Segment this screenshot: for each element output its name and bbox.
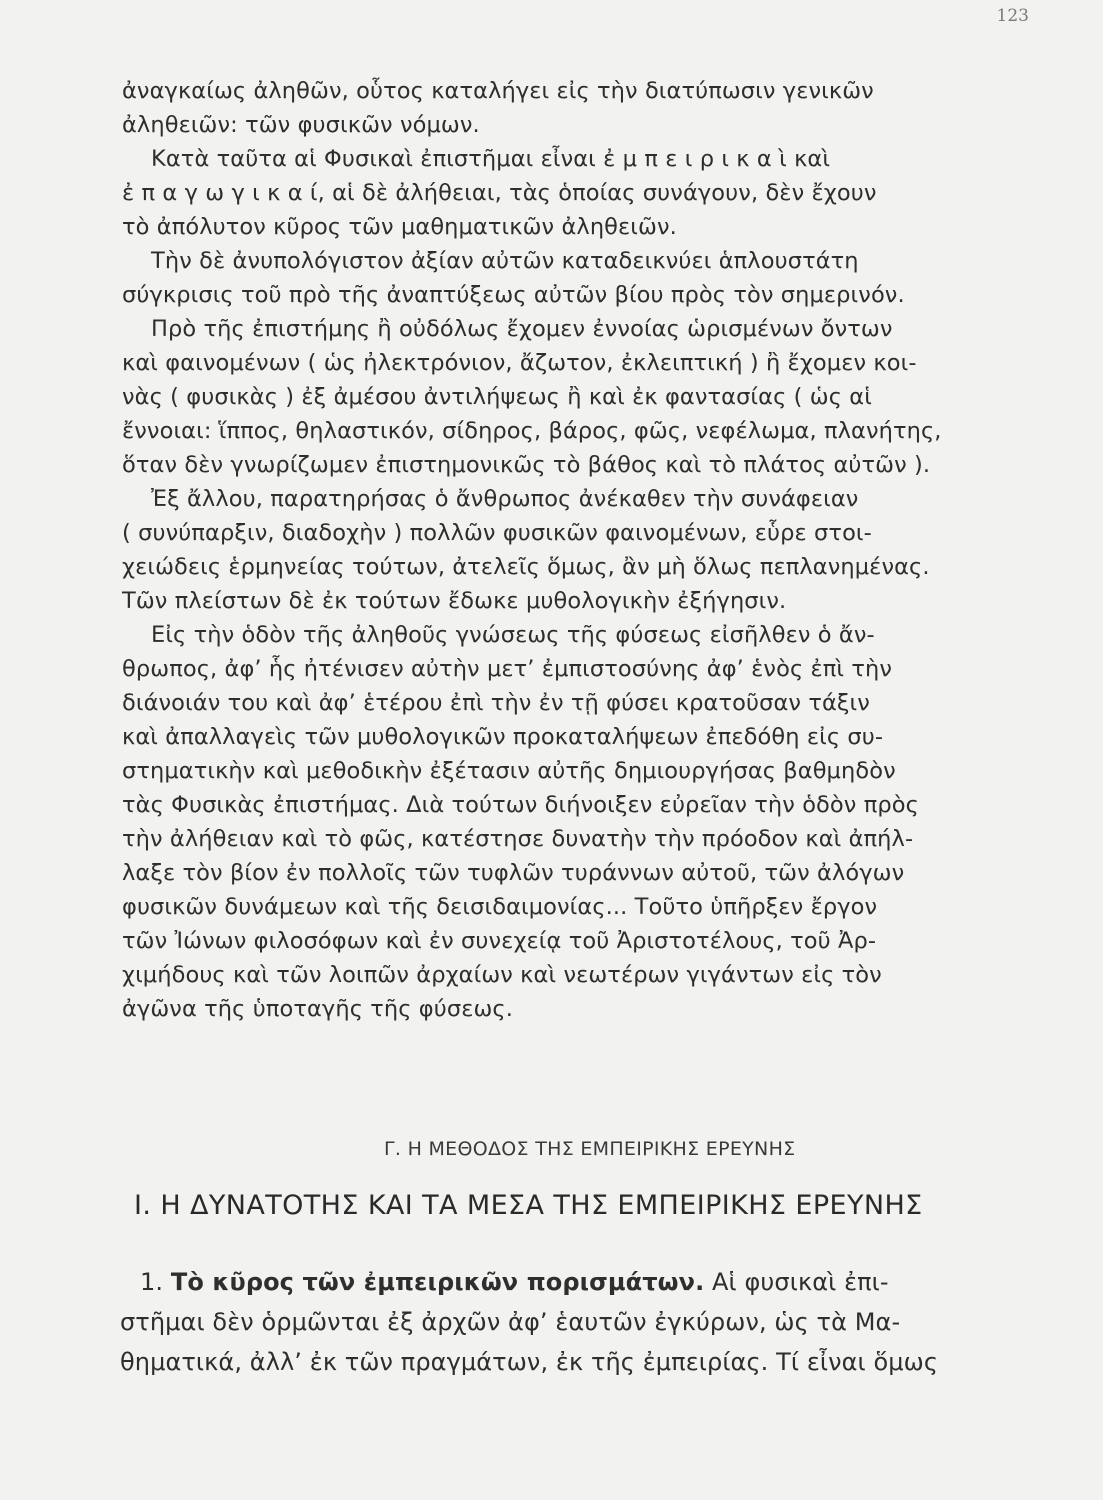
text-line: τὸ ἀπόλυτον κῦρος τῶν μαθηματικῶν ἀληθειῶν. bbox=[122, 214, 677, 240]
text-line: θρωπος, ἀφ’ ἧς ἠτένισεν αὐτὴν μετ’ ἐμπιστοσύνης ἀφ’ ἑνὸς ἐπὶ τὴν bbox=[122, 656, 893, 682]
text-line: διάνοιάν του καὶ ἀφ’ ἑτέρου ἐπὶ τὴν ἐν τῇ φύσει κρατοῦσαν τάξιν bbox=[122, 690, 870, 716]
text-line: θηματικά, ἀλλ’ ἐκ τῶν πραγμάτων, ἐκ τῆς ἐμπειρίας. Τί εἶναι ὅμως bbox=[120, 1348, 939, 1376]
subsection-line-rest: Αἱ φυσικαὶ ἐπι- bbox=[712, 1268, 889, 1296]
section-subtitle: Γ. Η ΜΕΘΟΔΟΣ ΤΗΣ ΕΜΠΕΙΡΙΚΗΣ ΕΡΕΥΝΗΣ bbox=[384, 1138, 796, 1160]
text-line: τὰς Φυσικὰς ἐπιστήμας. Διὰ τούτων διήνοιξεν εὐρεῖαν τὴν ὁδὸν πρὸς bbox=[122, 792, 919, 818]
text-line: νὰς ( φυσικὰς ) ἐξ ἀμέσου ἀντιλήψεως ἢ καὶ ἐκ φαντασίας ( ὡς αἱ bbox=[122, 384, 872, 410]
text-line: σύγκρισις τοῦ πρὸ τῆς ἀναπτύξεως αὐτῶν βίου πρὸς τὸν σημερινόν. bbox=[122, 282, 905, 308]
text-line: χειώδεις ἑρμηνείας τούτων, ἀτελεῖς ὅμως, ἂν μὴ ὅλως πεπλανημένας. bbox=[122, 554, 930, 580]
page-number: 123 bbox=[996, 6, 1029, 26]
text-line: στηματικὴν καὶ μεθοδικὴν ἐξέτασιν αὐτῆς δημιουργήσας βαθμηδὸν bbox=[122, 758, 896, 784]
subsection-text bbox=[120, 1262, 1030, 1382]
text-line: Κατὰ ταῦτα αἱ Φυσικαὶ ἐπιστῆμαι εἶναι ἐ μ π ε ι ρ ι κ α ὶ καὶ bbox=[122, 146, 831, 172]
text-line: καὶ φαινομένων ( ὡς ἠλεκτρόνιον, ἄζωτον, ἐκλειπτική ) ἢ ἔχομεν κοι- bbox=[122, 350, 917, 376]
text-line: καὶ ἀπαλλαγεὶς τῶν μυθολογικῶν προκαταλήψεων ἐπεδόθη εἰς συ- bbox=[122, 724, 884, 750]
text-line: χιμήδους καὶ τῶν λοιπῶν ἀρχαίων καὶ νεωτέρων γιγάντων εἰς τὸν bbox=[122, 962, 882, 988]
text-line: ἐ π α γ ω γ ι κ α ί, αἱ δὲ ἀλήθειαι, τὰς ὁποίας συνάγουν, δὲν ἔχουν bbox=[122, 180, 877, 206]
text-line: λαξε τὸν βίον ἐν πολλοῖς τῶν τυφλῶν τυράννων αὐτοῦ, τῶν ἀλόγων bbox=[122, 860, 905, 886]
subsection-first-line bbox=[140, 1262, 1030, 1302]
text-line: Τῶν πλείστων δὲ ἐκ τούτων ἔδωκε μυθολογικὴν ἐξήγησιν. bbox=[122, 588, 787, 614]
text-line: ἔννοιαι: ἵππος, θηλαστικόν, σίδηρος, βάρος, φῶς, νεφέλωμα, πλανήτης, bbox=[122, 418, 942, 444]
text-line: Ἐξ ἄλλου, παρατηρήσας ὁ ἄνθρωπος ἀνέκαθεν τὴν συνάφειαν bbox=[122, 486, 859, 512]
text-line: ἀληθειῶν: τῶν φυσικῶν νόμων. bbox=[122, 112, 480, 138]
text-line: στῆμαι δὲν ὁρμῶνται ἐξ ἀρχῶν ἀφ’ ἑαυτῶν ἐγκύρων, ὡς τὰ Μα- bbox=[120, 1308, 901, 1336]
text-line: ἀναγκαίως ἀληθῶν, οὗτος καταλήγει εἰς τὴν διατύπωσιν γενικῶν bbox=[122, 78, 874, 104]
section-title: Ι. Η ΔΥΝΑΤΟΤΗΣ ΚΑΙ ΤΑ ΜΕΣΑ ΤΗΣ ΕΜΠΕΙΡΙΚΗΣ ΕΡΕΥΝΗΣ bbox=[134, 1190, 923, 1221]
text-line: Πρὸ τῆς ἐπιστήμης ἢ οὐδόλως ἔχομεν ἐννοίας ὡρισμένων ὄντων bbox=[122, 316, 893, 342]
text-line: ἀγῶνα τῆς ὑποταγῆς τῆς φύσεως. bbox=[122, 996, 513, 1022]
text-line: ( συνύπαρξιν, διαδοχὴν ) πολλῶν φυσικῶν φαινομένων, εὗρε στοι- bbox=[122, 520, 872, 546]
subsection-heading: Τὸ κῦρος τῶν ἐμπειρικῶν πορισμάτων. bbox=[170, 1268, 705, 1296]
text-line: τῶν Ἰώνων φιλοσόφων καὶ ἐν συνεχείᾳ τοῦ Ἀριστοτέλους, τοῦ Ἀρ- bbox=[122, 928, 877, 954]
body-text bbox=[122, 74, 1024, 1026]
text-line: Τὴν δὲ ἀνυπολόγιστον ἀξίαν αὐτῶν καταδεικνύει ἁπλουστάτη bbox=[122, 248, 859, 274]
subsection-number: 1. bbox=[140, 1268, 164, 1296]
text-line: Εἰς τὴν ὁδὸν τῆς ἀληθοῦς γνώσεως τῆς φύσεως εἰσῆλθεν ὁ ἄν- bbox=[122, 622, 875, 648]
text-line: ὅταν δὲν γνωρίζωμεν ἐπιστημονικῶς τὸ βάθος καὶ τὸ πλάτος αὐτῶν ). bbox=[122, 452, 931, 478]
text-line: τὴν ἀλήθειαν καὶ τὸ φῶς, κατέστησε δυνατὴν τὴν πρόοδον καὶ ἀπήλ- bbox=[122, 826, 914, 852]
text-line: φυσικῶν δυνάμεων καὶ τῆς δεισιδαιμονίας... Τοῦτο ὑπῆρξεν ἔργον bbox=[122, 894, 878, 920]
